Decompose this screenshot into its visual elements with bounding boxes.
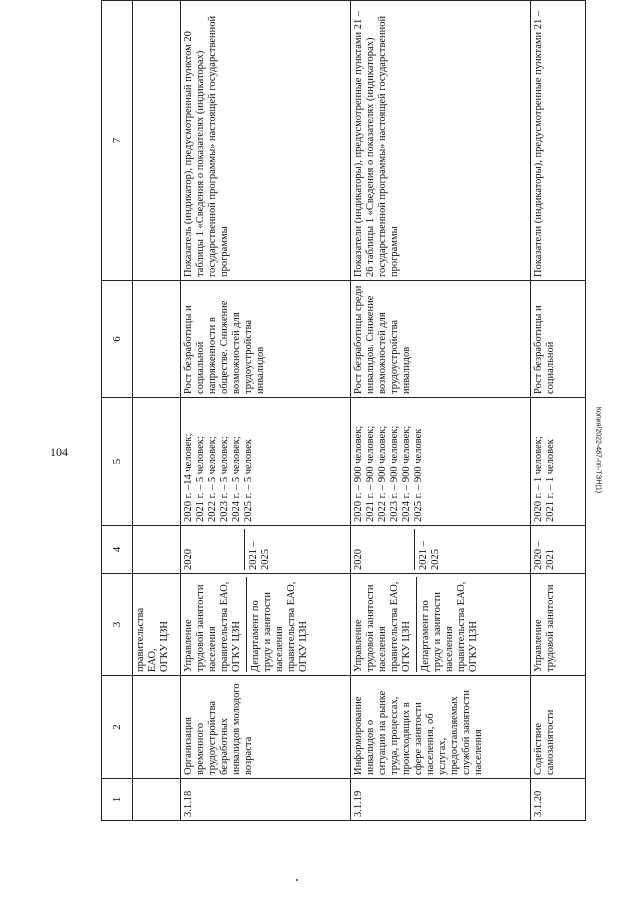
program-measures-table xyxy=(101,0,586,821)
header-cell: 7 xyxy=(102,1,133,281)
executors-cell xyxy=(181,574,351,676)
continuation-row xyxy=(133,1,181,821)
term-1: 2020 xyxy=(353,529,415,570)
executor-2: Департамент по труду и занятости населения правительства ЕАО, ОГКУ ЦЗН xyxy=(420,581,479,672)
header-cell: 2 xyxy=(102,676,133,779)
term-2: 2021 – 2025 xyxy=(418,541,441,570)
table-row xyxy=(181,1,351,821)
row-number: 3.1.20 xyxy=(531,779,586,821)
table-row xyxy=(351,1,531,821)
document-code: Копия/2022-487-пп-ТЭН(1) xyxy=(594,406,602,494)
measure-name: Информирование инвалидов о ситуации на рынке труда, процессах, происходящих в сфере занятости населения, об услугах, предоставляемых службой занятости населения xyxy=(351,676,531,779)
risk-consequence: Рост безработицы среди инвалидов. Снижение возможностей для трудоустройства инвалидов xyxy=(351,281,531,398)
indicator-link: Показатели (индикаторы), предусмотренные пунктами 21 – 26 таблицы 1 «Сведения о показателях (индикаторах) государственной программы» настоящей государственной программы xyxy=(351,1,531,281)
header-cell: 1 xyxy=(102,779,133,821)
executor-1: Управление трудовой занятости населения правительства ЕАО, ОГКУ ЦЗН xyxy=(353,577,417,672)
executors-cell xyxy=(351,574,531,676)
header-cell: 3 xyxy=(102,574,133,676)
rotated-table-container xyxy=(101,1,586,821)
term-cell: 2020 – 2021 xyxy=(531,526,586,574)
risk-consequence: Рост безработицы и социальной xyxy=(531,281,586,398)
executors-cell: Управление трудовой занятости xyxy=(531,574,586,676)
indicator-link: Показатели (индикаторы), предусмотренные пунктами 21 – xyxy=(531,1,586,281)
header-cell: 4 xyxy=(102,526,133,574)
row-number: 3.1.19 xyxy=(351,779,531,821)
expected-result: 2020 г. – 900 человек; 2021 г. – 900 человек; 2022 г. – 900 человек; 2023 г. – 900 человек; 2024 г. – 900 человек; 2025 г. – 900 человек xyxy=(351,398,531,526)
header-cell: 6 xyxy=(102,281,133,398)
term-1: 2020 xyxy=(183,529,245,570)
scan-dot xyxy=(296,879,298,881)
header-cell: 5 xyxy=(102,398,133,526)
measure-name: Организация временного трудоустройства безработных инвалидов молодого возраста xyxy=(181,676,351,779)
row-number: 3.1.18 xyxy=(181,779,351,821)
executor-cell: правительства ЕАО, ОГКУ ЦЗН xyxy=(133,574,181,676)
measure-name: Содействие самозанятости xyxy=(531,676,586,779)
term-cell xyxy=(181,526,351,574)
table-row xyxy=(531,1,586,821)
term-cell xyxy=(351,526,531,574)
term-2: 2021 – 2025 xyxy=(248,541,271,570)
page-number: 104 xyxy=(50,445,68,459)
risk-consequence: Рост безработицы и социальной напряженности в обществе. Снижение возможностей для трудоустройства инвалидов xyxy=(181,281,351,398)
header-row xyxy=(102,1,133,821)
indicator-link: Показатель (индикатор), предусмотренный пунктом 20 таблицы 1 «Сведения о показателях (индикаторах) государственной программы» настоящей государственной программы xyxy=(181,1,351,281)
executor-1: Управление трудовой занятости населения правительства ЕАО, ОГКУ ЦЗН xyxy=(183,577,247,672)
expected-result: 2020 г. –14 человек; 2021 г. – 5 человек; 2022 г. – 5 человек; 2023 г. – 5 человек; 2024 г. – 5 человек; 2025 г. – 5 человек xyxy=(181,398,351,526)
expected-result: 2020 г. – 1 человек; 2021 г. – 1 человек xyxy=(531,398,586,526)
executor-2: Департамент по труду и занятости населения правительства ЕАО, ОГКУ ЦЗН xyxy=(250,581,309,672)
